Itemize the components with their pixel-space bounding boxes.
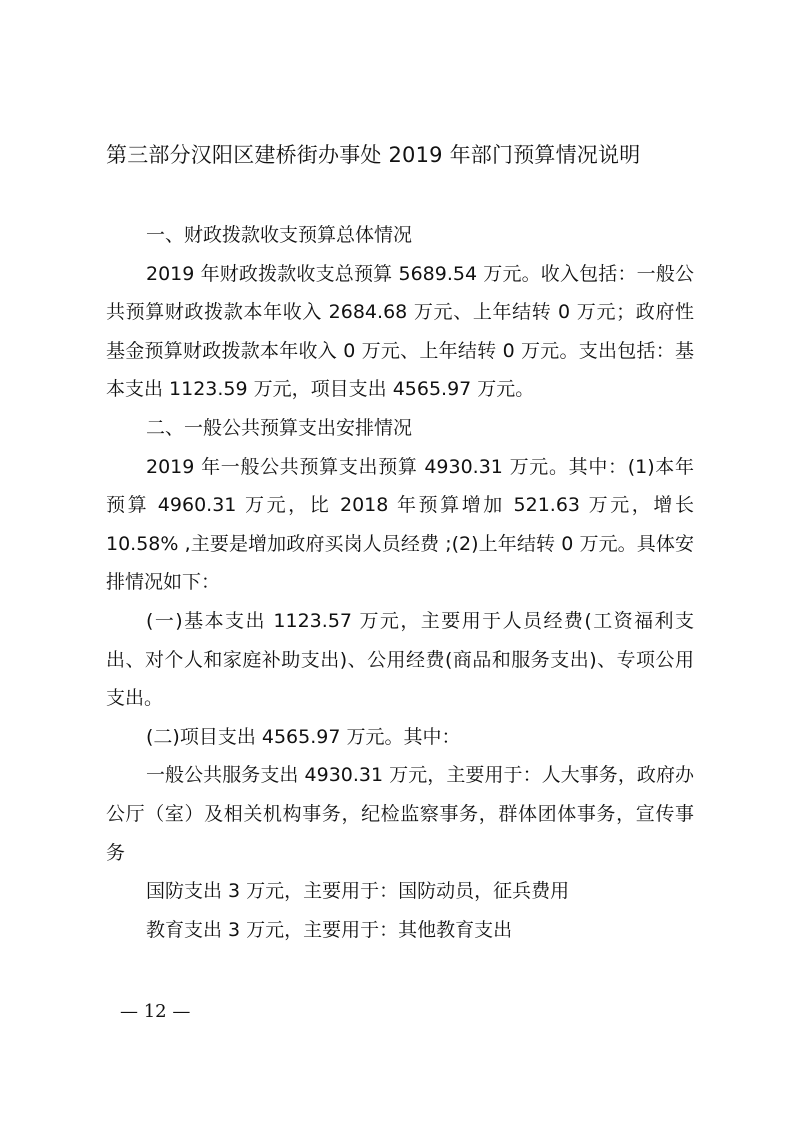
section-heading-public-budget: 二、一般公共预算支出安排情况 xyxy=(146,416,413,439)
paragraph-public-budget-summary: 2019 年一般公共预算支出预算 4930.31 万元。其中：(1)本年预算 4960.31 万元，比 2018 年预算增加 521.63 万元，增长 10.58% ,主要是增加政府买岗人员经费 ;(2)上年结转 0 万元。具体安排情况如下： xyxy=(106,455,694,594)
paragraph-project-expenditure: (二)项目支出 4565.97 万元。其中： xyxy=(146,725,461,748)
paragraph-education: 教育支出 3 万元，主要用于：其他教育支出 xyxy=(146,918,513,941)
page-title: 第三部分汉阳区建桥街办事处 2019 年部门预算情况说明 xyxy=(106,143,641,167)
paragraph-national-defense: 国防支出 3 万元，主要用于：国防动员，征兵费用 xyxy=(146,880,570,903)
section-heading-fiscal-overview: 一、财政拨款收支预算总体情况 xyxy=(146,224,413,246)
paragraph-general-public-services: 一般公共服务支出 4930.31 万元，主要用于：人大事务，政府办公厅（室）及相关机构事务，纪检监察事务，群体团体事务，宣传事务 xyxy=(106,764,694,864)
paragraph-fiscal-overview: 2019 年财政拨款收支总预算 5689.54 万元。收入包括：一般公共预算财政拨款本年收入 2684.68 万元、上年结转 0 万元；政府性基金预算财政拨款本年收入 0 万元、上年结转 0 万元。支出包括：基本支出 1123.59 万元，项目支出 4565.97 万元。 xyxy=(106,262,694,401)
document-body xyxy=(106,216,694,949)
paragraph-basic-expenditure: (一)基本支出 1123.57 万元，主要用于人员经费(工资福利支出、对个人和家庭补助支出)、公用经费(商品和服务支出)、专项公用支出。 xyxy=(106,609,694,710)
page-number: — 12 — xyxy=(120,1001,191,1022)
